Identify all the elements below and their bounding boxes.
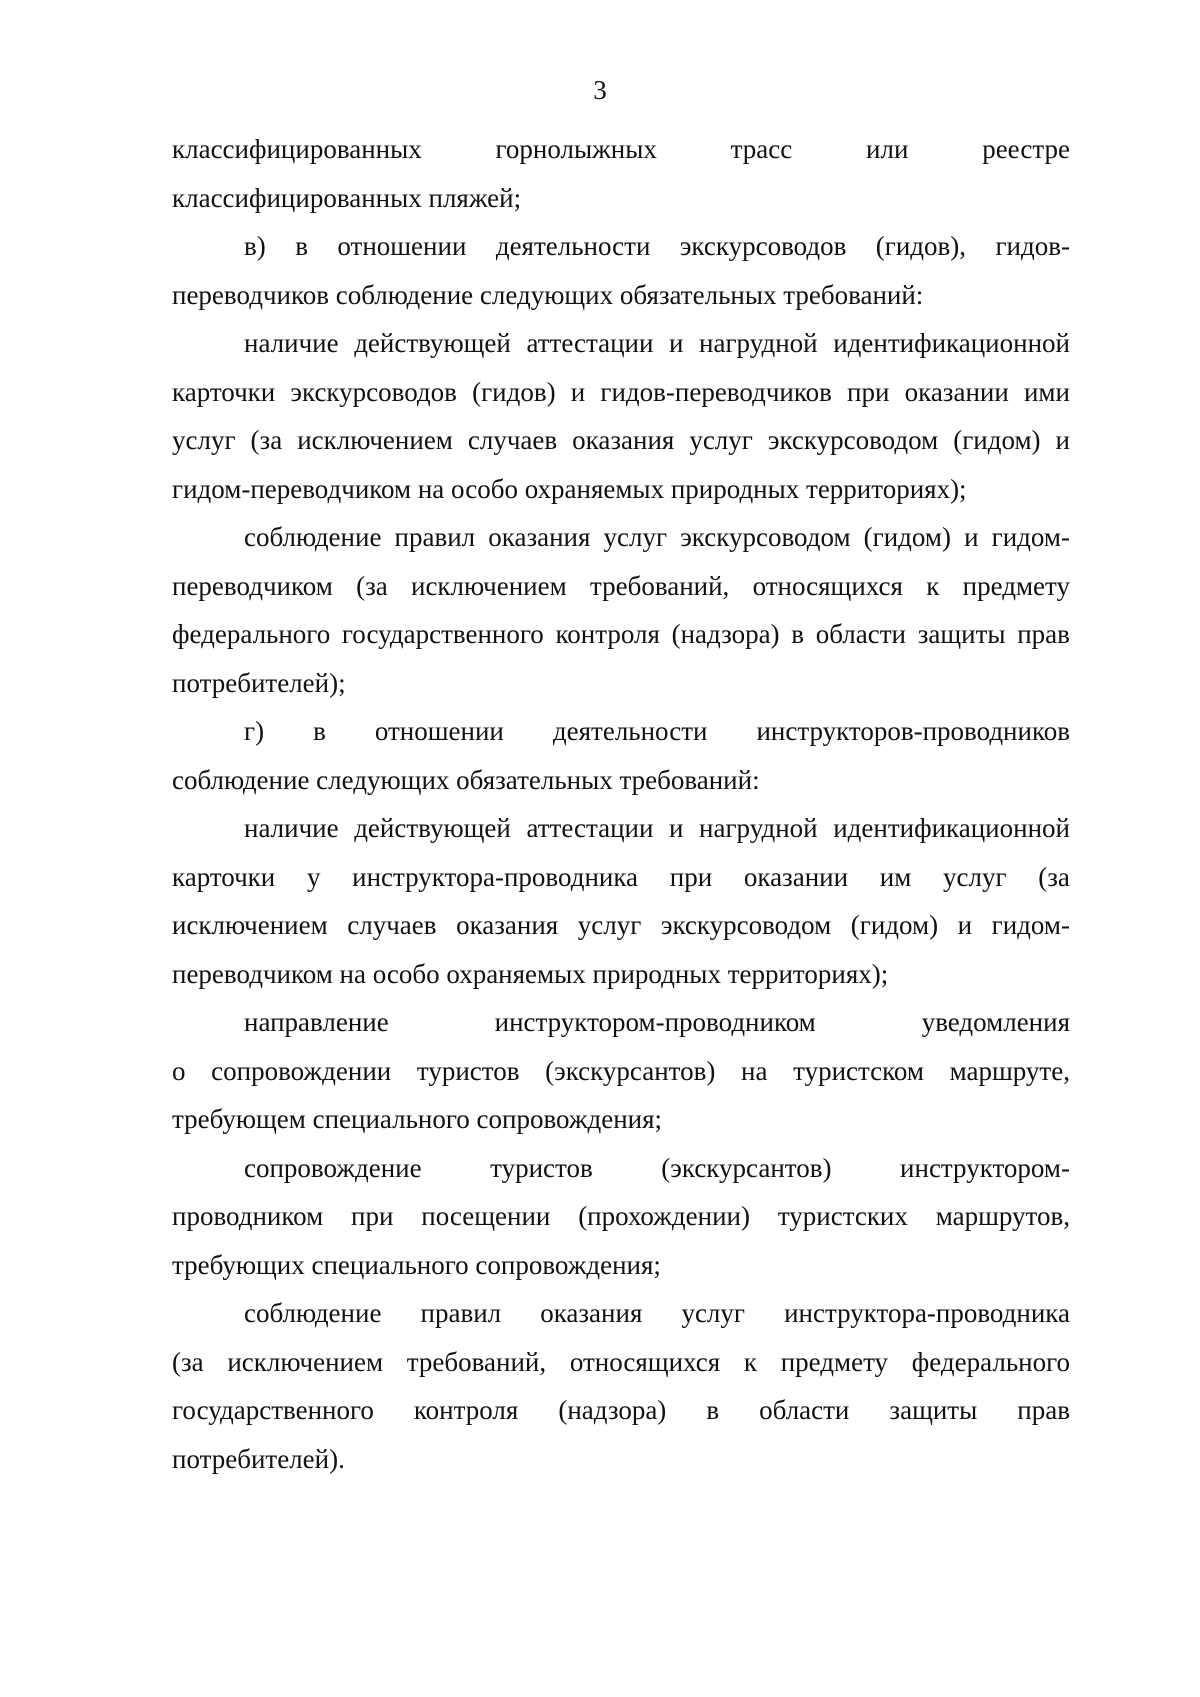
word: уведомления: [921, 1007, 1070, 1037]
word: при: [847, 376, 890, 407]
word: федерального: [172, 619, 331, 649]
text-line: [172, 853, 1070, 902]
text-line: [172, 271, 1070, 320]
word: нагрудной: [699, 813, 818, 843]
word: соблюдение: [244, 1298, 382, 1328]
line-text: потребителей);: [172, 667, 346, 698]
word: оказания: [540, 1298, 643, 1328]
word: защиты: [917, 619, 1006, 649]
word: и: [957, 910, 973, 940]
word: области: [815, 619, 906, 649]
word: случаев: [347, 910, 437, 940]
word: инструктора-проводника: [352, 861, 639, 892]
word: деятельности: [552, 716, 708, 746]
word: предмету: [780, 1346, 889, 1377]
word: (гидов),: [875, 231, 967, 261]
word: экскурсоводом: [660, 910, 832, 940]
word: экскурсоводом: [680, 522, 851, 552]
word: (за: [250, 425, 283, 455]
word: (гидом): [850, 910, 939, 940]
word: исключением: [297, 425, 453, 455]
word: экскурсоводов: [679, 231, 847, 261]
text-line: [172, 950, 1070, 999]
word: им: [879, 861, 912, 892]
word: г): [244, 716, 265, 746]
word: (надзора): [558, 1395, 667, 1425]
word: контроля: [555, 619, 660, 649]
word: отношении: [374, 716, 504, 746]
word: карточки: [172, 861, 276, 892]
word: или: [866, 134, 909, 164]
word: (прохождении): [578, 1201, 750, 1231]
word: требований,: [406, 1346, 547, 1377]
word: и: [669, 813, 684, 843]
line-text: переводчиком на особо охраняемых природных территориях);: [172, 958, 889, 989]
line-text: требующих специального сопровождения;: [172, 1249, 661, 1280]
word: (гидов): [472, 376, 556, 407]
word: аттестации: [526, 328, 654, 358]
text-line: [172, 319, 1070, 368]
word: переводчиком: [172, 570, 333, 601]
text-line: [172, 368, 1070, 417]
word: горнолыжных: [495, 134, 657, 164]
word: оказании: [743, 861, 849, 892]
word: карточки: [172, 376, 276, 407]
word: (экскурсантов): [661, 1152, 832, 1183]
word: (гидом): [863, 522, 951, 552]
word: и: [669, 328, 684, 358]
word: реестре: [982, 134, 1070, 164]
word: туристских: [777, 1201, 908, 1231]
word: исключением: [172, 910, 328, 940]
page-number: 3: [593, 75, 607, 105]
word: услуг: [681, 1298, 745, 1328]
word: направление: [244, 1007, 389, 1037]
word: туристском: [793, 1055, 924, 1086]
text-line: [172, 1241, 1070, 1290]
text-line: [172, 125, 1070, 174]
word: сопровождении: [211, 1055, 392, 1086]
word: и: [570, 376, 586, 407]
word: правил: [420, 1298, 502, 1328]
word: при: [351, 1201, 394, 1231]
word: прав: [1017, 1395, 1070, 1425]
word: услуг: [577, 910, 642, 940]
text-line: [172, 1289, 1070, 1338]
line-text: классифицированных пляжей;: [172, 182, 522, 213]
word: маршрутов,: [935, 1201, 1070, 1231]
word: и: [964, 522, 979, 552]
line-text: требующем специального сопровождения;: [172, 1104, 663, 1134]
word: инструктора-проводника: [784, 1298, 1070, 1328]
word: (за: [356, 570, 388, 601]
word: исключением: [411, 570, 567, 601]
word: проводником: [172, 1201, 324, 1231]
text-line: [172, 562, 1070, 611]
word: действующей: [354, 813, 511, 843]
word: классифицированных: [172, 134, 422, 164]
text-line: [172, 1047, 1070, 1096]
word: области: [759, 1395, 850, 1425]
word: оказания: [572, 425, 675, 455]
word: наличие: [244, 813, 339, 843]
text-line: [172, 416, 1070, 465]
word: туристов: [490, 1152, 593, 1183]
word: государственного: [172, 1395, 374, 1425]
line-text: соблюдение следующих обязательных требований:: [172, 764, 760, 795]
word: защиты: [889, 1395, 978, 1425]
word: в: [295, 231, 308, 261]
word: исключением: [227, 1346, 384, 1377]
text-line: [172, 1338, 1070, 1387]
word: деятельности: [495, 231, 651, 261]
text-line: [172, 804, 1070, 853]
word: инструктором-: [900, 1152, 1070, 1183]
word: правил: [394, 522, 476, 552]
word: посещении: [421, 1201, 551, 1231]
word: и: [1055, 425, 1070, 455]
word: аттестации: [526, 813, 654, 843]
word: при: [669, 861, 713, 892]
word: прав: [1017, 619, 1070, 649]
word: случаев: [467, 425, 558, 455]
word: на: [741, 1055, 768, 1086]
text-line: [172, 174, 1070, 223]
text-line: [172, 998, 1070, 1047]
word: соблюдение: [244, 522, 382, 552]
word: (надзора): [671, 619, 780, 649]
word: государственного: [341, 619, 544, 649]
text-line: [172, 901, 1070, 950]
word: услуг: [172, 425, 236, 455]
word: инструкторов-проводников: [756, 716, 1070, 746]
word: гидов-: [995, 231, 1070, 261]
text-line: [172, 707, 1070, 756]
word: услуг: [603, 522, 668, 552]
word: о: [172, 1055, 186, 1086]
text-line: [172, 465, 1070, 514]
text-line: [172, 659, 1070, 708]
word: контроля: [413, 1395, 519, 1425]
text-line: [172, 1095, 1070, 1144]
word: туристов: [416, 1055, 520, 1086]
word: к: [926, 570, 940, 601]
word: относящихся: [752, 570, 903, 601]
word: в: [706, 1395, 720, 1425]
word: гидов-переводчиков: [600, 376, 832, 407]
text-line: [172, 222, 1070, 271]
line-text: гидом-переводчиком на особо охраняемых природных территориях);: [172, 473, 967, 504]
line-text: потребителей).: [172, 1443, 345, 1474]
word: (за: [1038, 861, 1070, 892]
word: (экскурсантов): [545, 1055, 716, 1086]
text-line: [172, 1435, 1070, 1484]
word: идентификационной: [833, 328, 1070, 358]
word: в): [244, 231, 266, 261]
word: к: [743, 1346, 758, 1377]
word: оказания: [488, 522, 591, 552]
word: относящихся: [569, 1346, 721, 1377]
word: требований,: [589, 570, 730, 601]
text-line: [172, 1192, 1070, 1241]
text-line: [172, 1144, 1070, 1193]
word: услуг: [689, 425, 753, 455]
word: (за: [172, 1346, 204, 1377]
text-line: [172, 513, 1070, 562]
text-line: [172, 610, 1070, 659]
word: идентификационной: [833, 813, 1070, 843]
word: федерального: [911, 1346, 1070, 1377]
word: действующей: [354, 328, 511, 358]
word: гидом-: [991, 910, 1070, 940]
word: у: [306, 861, 321, 892]
word: услуг: [943, 861, 1007, 892]
word: трасс: [730, 134, 793, 164]
word: отношении: [337, 231, 467, 261]
text-line: [172, 1386, 1070, 1435]
text-line: [172, 756, 1070, 805]
word: инструктором-проводником: [494, 1007, 816, 1037]
word: экскурсоводов: [290, 376, 457, 407]
document-body: [172, 125, 1070, 1483]
word: в: [313, 716, 326, 746]
word: ими: [1023, 376, 1070, 407]
word: предмету: [962, 570, 1070, 601]
line-text: переводчиков соблюдение следующих обязательных требований:: [172, 279, 924, 310]
word: оказания: [456, 910, 559, 940]
word: маршруте,: [949, 1055, 1070, 1086]
word: оказании: [904, 376, 1009, 407]
word: гидом-: [991, 522, 1070, 552]
word: (гидом): [953, 425, 1041, 455]
word: экскурсоводом: [767, 425, 939, 455]
word: сопровождение: [244, 1152, 422, 1183]
word: нагрудной: [699, 328, 818, 358]
word: наличие: [244, 328, 339, 358]
word: в: [791, 619, 805, 649]
